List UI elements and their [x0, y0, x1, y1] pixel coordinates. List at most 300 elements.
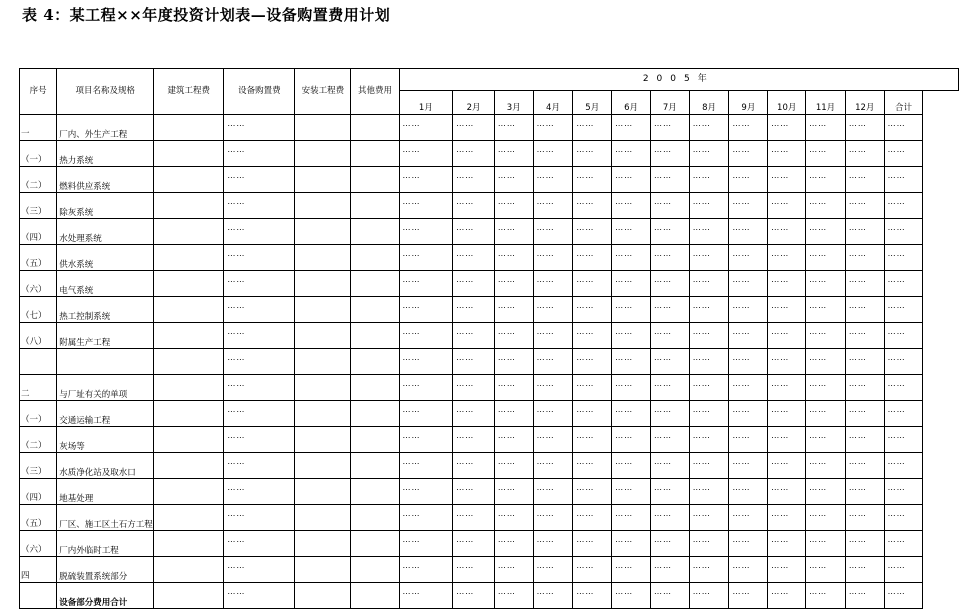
cell-month-value: ……: [884, 219, 923, 245]
cell-month-value: ……: [768, 167, 806, 193]
table-row: [20, 271, 959, 297]
header-month: 6月: [612, 91, 651, 115]
cell-month-value: ……: [573, 583, 612, 609]
cell-construction: [154, 245, 224, 271]
cell-construction: [154, 141, 224, 167]
cell-construction: [154, 531, 224, 557]
row-index: （四）: [20, 219, 57, 245]
cell-construction: [154, 401, 224, 427]
cell-month-value: ……: [845, 297, 884, 323]
cell-month-value: ……: [533, 245, 573, 271]
row-index: （六）: [20, 271, 57, 297]
cell-month-value: ……: [533, 453, 573, 479]
investment-plan-table: [19, 68, 959, 609]
cell-month-value: ……: [494, 297, 533, 323]
cell-month-value: ……: [884, 245, 923, 271]
cell-month-value: ……: [768, 531, 806, 557]
cell-month-value: ……: [494, 557, 533, 583]
row-item-name: [57, 349, 154, 375]
cell-month-value: ……: [612, 219, 651, 245]
cell-install: [295, 297, 351, 323]
cell-other: [351, 271, 399, 297]
cell-month-value: ……: [845, 167, 884, 193]
header-month: 合计: [884, 91, 923, 115]
table-row: [20, 427, 959, 453]
cell-month-value: ……: [689, 375, 729, 401]
cell-month-value: ……: [494, 453, 533, 479]
cell-equipment: ……: [224, 193, 295, 219]
header-seq: 序号: [20, 69, 57, 115]
cell-construction: [154, 323, 224, 349]
cell-equipment: ……: [224, 219, 295, 245]
cell-month-value: ……: [806, 479, 846, 505]
cell-month-value: ……: [768, 219, 806, 245]
row-item-name: 附属生产工程: [57, 323, 154, 349]
cell-month-value: ……: [845, 115, 884, 141]
row-item-name: 除灰系统: [57, 193, 154, 219]
cell-month-value: ……: [650, 245, 689, 271]
cell-month-value: ……: [884, 401, 923, 427]
cell-month-value: ……: [806, 505, 846, 531]
cell-month-value: ……: [399, 115, 453, 141]
cell-month-value: ……: [768, 453, 806, 479]
cell-other: [351, 193, 399, 219]
cell-equipment: ……: [224, 167, 295, 193]
cell-month-value: ……: [453, 531, 495, 557]
cell-month-value: ……: [768, 115, 806, 141]
cell-month-value: ……: [650, 505, 689, 531]
table-row: [20, 141, 959, 167]
cell-equipment: ……: [224, 323, 295, 349]
cell-month-value: ……: [612, 167, 651, 193]
table-row: [20, 167, 959, 193]
cell-month-value: ……: [689, 271, 729, 297]
row-item-name: 灰场等: [57, 427, 154, 453]
cell-install: [295, 219, 351, 245]
cell-month-value: ……: [845, 349, 884, 375]
cell-month-value: ……: [399, 349, 453, 375]
cell-month-value: ……: [806, 245, 846, 271]
cell-construction: [154, 479, 224, 505]
cell-other: [351, 167, 399, 193]
cell-month-value: ……: [729, 245, 768, 271]
cell-month-value: ……: [612, 557, 651, 583]
table-row: [20, 453, 959, 479]
cell-equipment: ……: [224, 583, 295, 609]
row-index: （七）: [20, 297, 57, 323]
cell-install: [295, 141, 351, 167]
cell-month-value: ……: [729, 297, 768, 323]
row-item-name: 厂内外临时工程: [57, 531, 154, 557]
cell-month-value: ……: [650, 167, 689, 193]
cell-month-value: ……: [494, 167, 533, 193]
cell-other: [351, 531, 399, 557]
cell-month-value: ……: [494, 219, 533, 245]
cell-month-value: ……: [573, 557, 612, 583]
cell-month-value: ……: [729, 115, 768, 141]
cell-month-value: ……: [884, 141, 923, 167]
cell-month-value: ……: [806, 297, 846, 323]
cell-month-value: ……: [689, 297, 729, 323]
cell-month-value: ……: [689, 401, 729, 427]
cell-month-value: ……: [494, 193, 533, 219]
cell-month-value: ……: [884, 583, 923, 609]
header-month: 10月: [768, 91, 806, 115]
row-item-name: 厂内、外生产工程: [57, 115, 154, 141]
cell-month-value: ……: [806, 141, 846, 167]
cell-month-value: ……: [494, 531, 533, 557]
cell-equipment: ……: [224, 557, 295, 583]
table-row: [20, 115, 959, 141]
header-month: 3月: [494, 91, 533, 115]
cell-month-value: ……: [533, 375, 573, 401]
cell-month-value: ……: [573, 245, 612, 271]
cell-month-value: ……: [768, 141, 806, 167]
cell-month-value: ……: [533, 583, 573, 609]
cell-month-value: ……: [884, 427, 923, 453]
cell-month-value: ……: [453, 583, 495, 609]
cell-month-value: ……: [573, 167, 612, 193]
header-construction: 建筑工程费: [154, 69, 224, 115]
cell-month-value: ……: [806, 323, 846, 349]
cell-month-value: ……: [845, 531, 884, 557]
cell-other: [351, 401, 399, 427]
row-index: [20, 583, 57, 609]
row-item-name: 水处理系统: [57, 219, 154, 245]
cell-month-value: ……: [494, 427, 533, 453]
cell-month-value: ……: [729, 453, 768, 479]
header-month: 8月: [689, 91, 729, 115]
header-name: 项目名称及规格: [57, 69, 154, 115]
cell-month-value: ……: [689, 167, 729, 193]
cell-month-value: ……: [768, 427, 806, 453]
cell-month-value: ……: [494, 375, 533, 401]
cell-equipment: ……: [224, 479, 295, 505]
cell-month-value: ……: [884, 167, 923, 193]
cell-other: [351, 219, 399, 245]
cell-month-value: ……: [689, 505, 729, 531]
cell-month-value: ……: [884, 115, 923, 141]
cell-month-value: ……: [768, 323, 806, 349]
cell-month-value: ……: [729, 531, 768, 557]
cell-month-value: ……: [533, 297, 573, 323]
row-index: 一: [20, 115, 57, 141]
cell-month-value: ……: [494, 349, 533, 375]
table-row: [20, 531, 959, 557]
cell-month-value: ……: [729, 375, 768, 401]
cell-month-value: ……: [806, 167, 846, 193]
cell-month-value: ……: [612, 427, 651, 453]
cell-month-value: ……: [884, 531, 923, 557]
cell-construction: [154, 115, 224, 141]
cell-construction: [154, 297, 224, 323]
cell-month-value: ……: [494, 323, 533, 349]
cell-construction: [154, 453, 224, 479]
cell-month-value: ……: [689, 583, 729, 609]
cell-other: [351, 297, 399, 323]
cell-month-value: ……: [399, 219, 453, 245]
cell-month-value: ……: [806, 531, 846, 557]
cell-month-value: ……: [650, 531, 689, 557]
cell-month-value: ……: [650, 557, 689, 583]
row-item-name: 厂区、施工区土石方工程: [57, 505, 154, 531]
cell-month-value: ……: [573, 323, 612, 349]
cell-month-value: ……: [689, 557, 729, 583]
cell-month-value: ……: [399, 297, 453, 323]
cell-month-value: ……: [573, 271, 612, 297]
cell-month-value: ……: [650, 479, 689, 505]
table-row: [20, 583, 959, 609]
cell-month-value: ……: [729, 141, 768, 167]
cell-month-value: ……: [612, 193, 651, 219]
cell-month-value: ……: [453, 297, 495, 323]
cell-month-value: ……: [612, 323, 651, 349]
cell-month-value: ……: [729, 193, 768, 219]
cell-month-value: ……: [884, 557, 923, 583]
cell-install: [295, 323, 351, 349]
cell-construction: [154, 583, 224, 609]
cell-install: [295, 167, 351, 193]
cell-other: [351, 375, 399, 401]
header-month: 7月: [650, 91, 689, 115]
cell-month-value: ……: [533, 505, 573, 531]
cell-month-value: ……: [453, 505, 495, 531]
cell-month-value: ……: [612, 349, 651, 375]
cell-month-value: ……: [845, 505, 884, 531]
cell-month-value: ……: [650, 375, 689, 401]
cell-month-value: ……: [612, 401, 651, 427]
header-equipment: 设备购置费: [224, 69, 295, 115]
cell-month-value: ……: [845, 557, 884, 583]
cell-month-value: ……: [573, 401, 612, 427]
cell-month-value: ……: [689, 115, 729, 141]
cell-month-value: ……: [573, 349, 612, 375]
cell-month-value: ……: [399, 245, 453, 271]
cell-install: [295, 427, 351, 453]
cell-month-value: ……: [884, 479, 923, 505]
cell-install: [295, 583, 351, 609]
cell-construction: [154, 557, 224, 583]
cell-equipment: ……: [224, 453, 295, 479]
cell-month-value: ……: [399, 271, 453, 297]
cell-month-value: ……: [729, 479, 768, 505]
cell-month-value: ……: [612, 531, 651, 557]
cell-month-value: ……: [399, 193, 453, 219]
cell-month-value: ……: [729, 505, 768, 531]
cell-install: [295, 375, 351, 401]
cell-other: [351, 323, 399, 349]
cell-month-value: ……: [650, 583, 689, 609]
cell-month-value: ……: [494, 271, 533, 297]
cell-equipment: ……: [224, 245, 295, 271]
cell-install: [295, 479, 351, 505]
row-item-name: 脱硫装置系统部分: [57, 557, 154, 583]
cell-install: [295, 505, 351, 531]
cell-month-value: ……: [650, 193, 689, 219]
cell-month-value: ……: [729, 219, 768, 245]
cell-install: [295, 115, 351, 141]
cell-month-value: ……: [650, 115, 689, 141]
header-month: 2月: [453, 91, 495, 115]
cell-month-value: ……: [650, 349, 689, 375]
cell-equipment: ……: [224, 505, 295, 531]
cell-month-value: ……: [689, 479, 729, 505]
cell-month-value: ……: [729, 167, 768, 193]
row-item-name: 交通运输工程: [57, 401, 154, 427]
cell-month-value: ……: [806, 557, 846, 583]
row-index: （六）: [20, 531, 57, 557]
cell-month-value: ……: [884, 505, 923, 531]
cell-month-value: ……: [689, 349, 729, 375]
cell-month-value: ……: [729, 427, 768, 453]
cell-construction: [154, 271, 224, 297]
cell-month-value: ……: [768, 193, 806, 219]
header-install: 安装工程费: [295, 69, 351, 115]
cell-month-value: ……: [806, 219, 846, 245]
cell-month-value: ……: [453, 219, 495, 245]
cell-month-value: ……: [453, 115, 495, 141]
cell-month-value: ……: [612, 583, 651, 609]
cell-month-value: ……: [768, 375, 806, 401]
cell-month-value: ……: [573, 375, 612, 401]
cell-month-value: ……: [768, 401, 806, 427]
cell-other: [351, 427, 399, 453]
header-month: 11月: [806, 91, 846, 115]
cell-install: [295, 557, 351, 583]
cell-month-value: ……: [533, 349, 573, 375]
cell-month-value: ……: [650, 427, 689, 453]
cell-month-value: ……: [650, 323, 689, 349]
cell-month-value: ……: [453, 323, 495, 349]
cell-month-value: ……: [453, 141, 495, 167]
cell-equipment: ……: [224, 349, 295, 375]
header-month: 5月: [573, 91, 612, 115]
cell-month-value: ……: [533, 401, 573, 427]
cell-month-value: ……: [612, 245, 651, 271]
table-row: [20, 375, 959, 401]
cell-month-value: ……: [533, 323, 573, 349]
cell-month-value: ……: [884, 271, 923, 297]
cell-month-value: ……: [399, 583, 453, 609]
cell-month-value: ……: [650, 271, 689, 297]
row-index: （三）: [20, 193, 57, 219]
cell-other: [351, 557, 399, 583]
cell-month-value: ……: [729, 271, 768, 297]
table-row: [20, 193, 959, 219]
row-item-name: 燃料供应系统: [57, 167, 154, 193]
cell-month-value: ……: [399, 323, 453, 349]
cell-month-value: ……: [399, 427, 453, 453]
cell-construction: [154, 219, 224, 245]
cell-month-value: ……: [729, 557, 768, 583]
cell-month-value: ……: [729, 583, 768, 609]
cell-month-value: ……: [573, 219, 612, 245]
row-index: （二）: [20, 167, 57, 193]
cell-month-value: ……: [399, 557, 453, 583]
cell-month-value: ……: [845, 375, 884, 401]
cell-month-value: ……: [453, 271, 495, 297]
cell-other: [351, 479, 399, 505]
cell-install: [295, 453, 351, 479]
cell-equipment: ……: [224, 427, 295, 453]
cell-month-value: ……: [768, 557, 806, 583]
cell-month-value: ……: [806, 375, 846, 401]
cell-month-value: ……: [689, 141, 729, 167]
cell-month-value: ……: [494, 505, 533, 531]
cell-month-value: ……: [612, 479, 651, 505]
row-item-name: 与厂址有关的单项: [57, 375, 154, 401]
cell-month-value: ……: [573, 427, 612, 453]
cell-month-value: ……: [453, 245, 495, 271]
cell-install: [295, 349, 351, 375]
table-title: 表 4：某工程××年度投资计划表—设备购置费用计划: [22, 6, 391, 24]
cell-month-value: ……: [768, 583, 806, 609]
cell-month-value: ……: [768, 245, 806, 271]
row-index: （五）: [20, 245, 57, 271]
cell-month-value: ……: [533, 167, 573, 193]
cell-month-value: ……: [806, 453, 846, 479]
cell-month-value: ……: [845, 453, 884, 479]
cell-month-value: ……: [884, 453, 923, 479]
cell-month-value: ……: [399, 505, 453, 531]
row-index: （二）: [20, 427, 57, 453]
cell-month-value: ……: [612, 453, 651, 479]
cell-month-value: ……: [612, 375, 651, 401]
cell-month-value: ……: [573, 479, 612, 505]
table-row: [20, 323, 959, 349]
cell-month-value: ……: [845, 401, 884, 427]
cell-month-value: ……: [884, 375, 923, 401]
row-item-name: 热工控制系统: [57, 297, 154, 323]
table-row: [20, 557, 959, 583]
cell-month-value: ……: [650, 141, 689, 167]
table-row: [20, 349, 959, 375]
cell-construction: [154, 167, 224, 193]
cell-month-value: ……: [612, 505, 651, 531]
cell-month-value: ……: [533, 557, 573, 583]
cell-month-value: ……: [453, 167, 495, 193]
cell-equipment: ……: [224, 115, 295, 141]
cell-month-value: ……: [453, 375, 495, 401]
cell-month-value: ……: [573, 453, 612, 479]
cell-install: [295, 193, 351, 219]
cell-month-value: ……: [845, 193, 884, 219]
row-index: 四: [20, 557, 57, 583]
cell-month-value: ……: [399, 375, 453, 401]
cell-month-value: ……: [689, 453, 729, 479]
cell-install: [295, 245, 351, 271]
cell-month-value: ……: [845, 479, 884, 505]
cell-month-value: ……: [650, 401, 689, 427]
cell-month-value: ……: [453, 193, 495, 219]
table-row: [20, 479, 959, 505]
cell-month-value: ……: [729, 323, 768, 349]
cell-month-value: ……: [689, 531, 729, 557]
header-other: 其他费用: [351, 69, 399, 115]
cell-month-value: ……: [768, 505, 806, 531]
cell-month-value: ……: [533, 219, 573, 245]
cell-month-value: ……: [729, 401, 768, 427]
header-month: 12月: [845, 91, 884, 115]
cell-month-value: ……: [845, 583, 884, 609]
table-row: [20, 297, 959, 323]
row-index: （八）: [20, 323, 57, 349]
cell-month-value: ……: [494, 245, 533, 271]
cell-month-value: ……: [453, 453, 495, 479]
cell-equipment: ……: [224, 271, 295, 297]
cell-month-value: ……: [806, 583, 846, 609]
cell-month-value: ……: [453, 349, 495, 375]
